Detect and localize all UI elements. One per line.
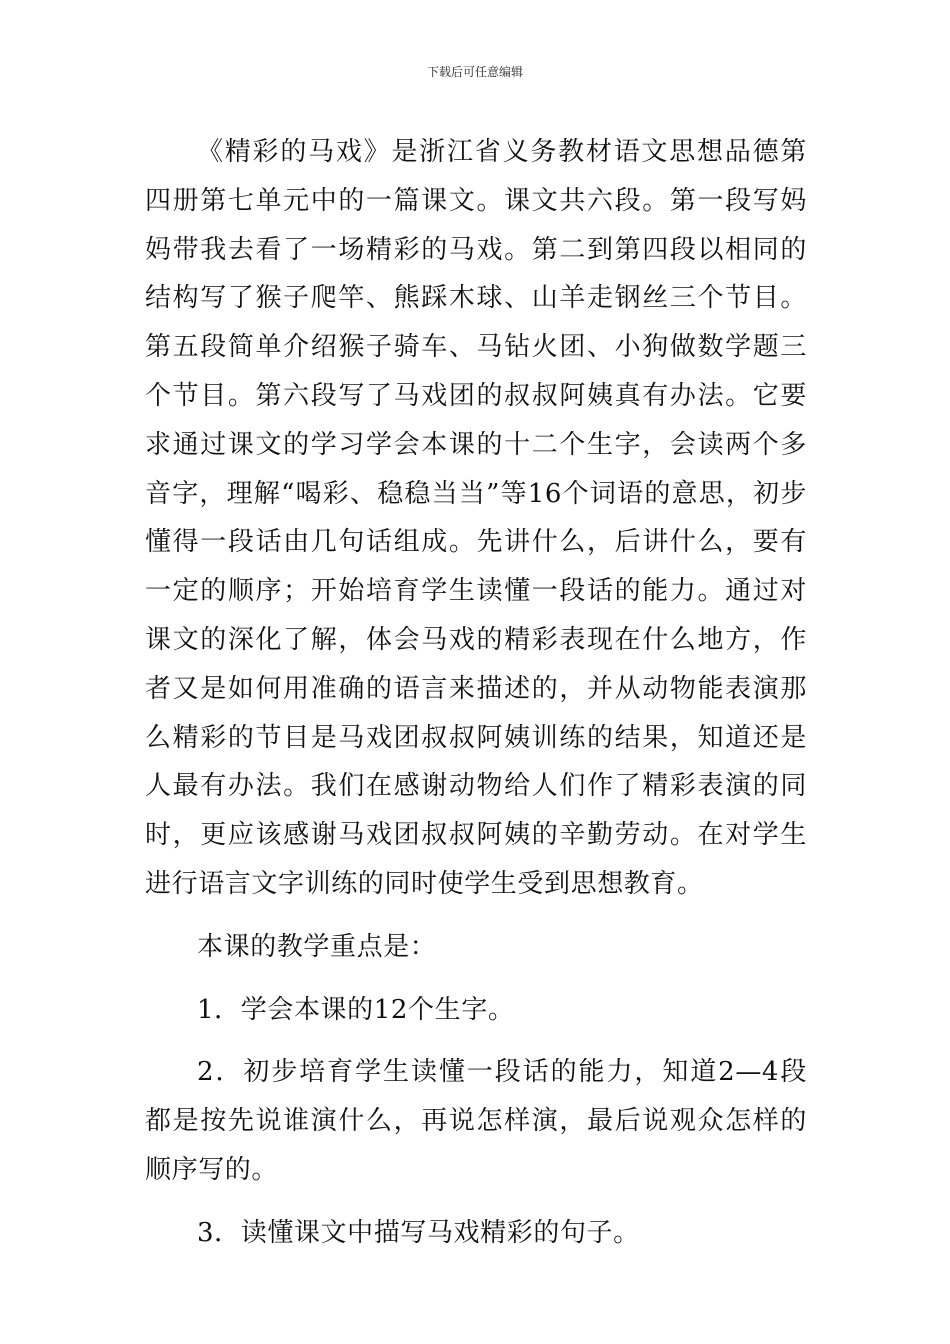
key-point-item-1: 1．学会本课的12个生字。 (197, 994, 515, 1025)
intro-paragraph: 《精彩的马戏》是浙江省义务教材语文思想品德第四册第七单元中的一篇课文。课文共六段。第一段写妈妈带我去看了一场精彩的马戏。第二到第四段以相同的结构写了猴子爬竿、熊踩木球、山羊走钢丝三个节目。第五段简单介绍猴子骑车、马钻火团、小狗做数学题三个节目。第六段写了马戏团的叔叔阿姨真有办法。它要求通过课文的学习学会本课的十二个生字，会读两个多音字，理解“喝彩、稳稳当当”等16个词语的意思，初步懂得一段话由几句话组成。先讲什么，后讲什么，要有一定的顺序；开始培育学生读懂一段话的能力。通过对课文的深化了解，体会马戏的精彩表现在什么地方，作者又是如何用准确的语言来描述的，并从动物能表演那么精彩的节目是马戏团叔叔阿姨训练的结果，知道还是人最有办法。我们在感谢动物给人们作了精彩表演的同时，更应该感谢马戏团叔叔阿姨的辛勤劳动。在对学生进行语言文字训练的同时使学生受到思想教育。 (145, 137, 807, 899)
key-point-item-2: 2．初步培育学生读懂一段话的能力，知道2—4段都是按先说谁演什么，再说怎样演，最后说观众怎样的顺序写的。 (145, 1057, 807, 1185)
key-point-item-3: 3．读懂课文中描写马戏精彩的句子。 (197, 1217, 640, 1248)
paragraph-gap (145, 1034, 807, 1048)
key-points-heading: 本课的教学重点是： (197, 931, 437, 962)
paragraph-gap (145, 909, 807, 923)
paragraph-gap (145, 972, 807, 986)
document-body (145, 128, 807, 1258)
page-header-note: 下载后可任意编辑 (426, 65, 523, 79)
paragraph-gap (145, 1195, 807, 1209)
